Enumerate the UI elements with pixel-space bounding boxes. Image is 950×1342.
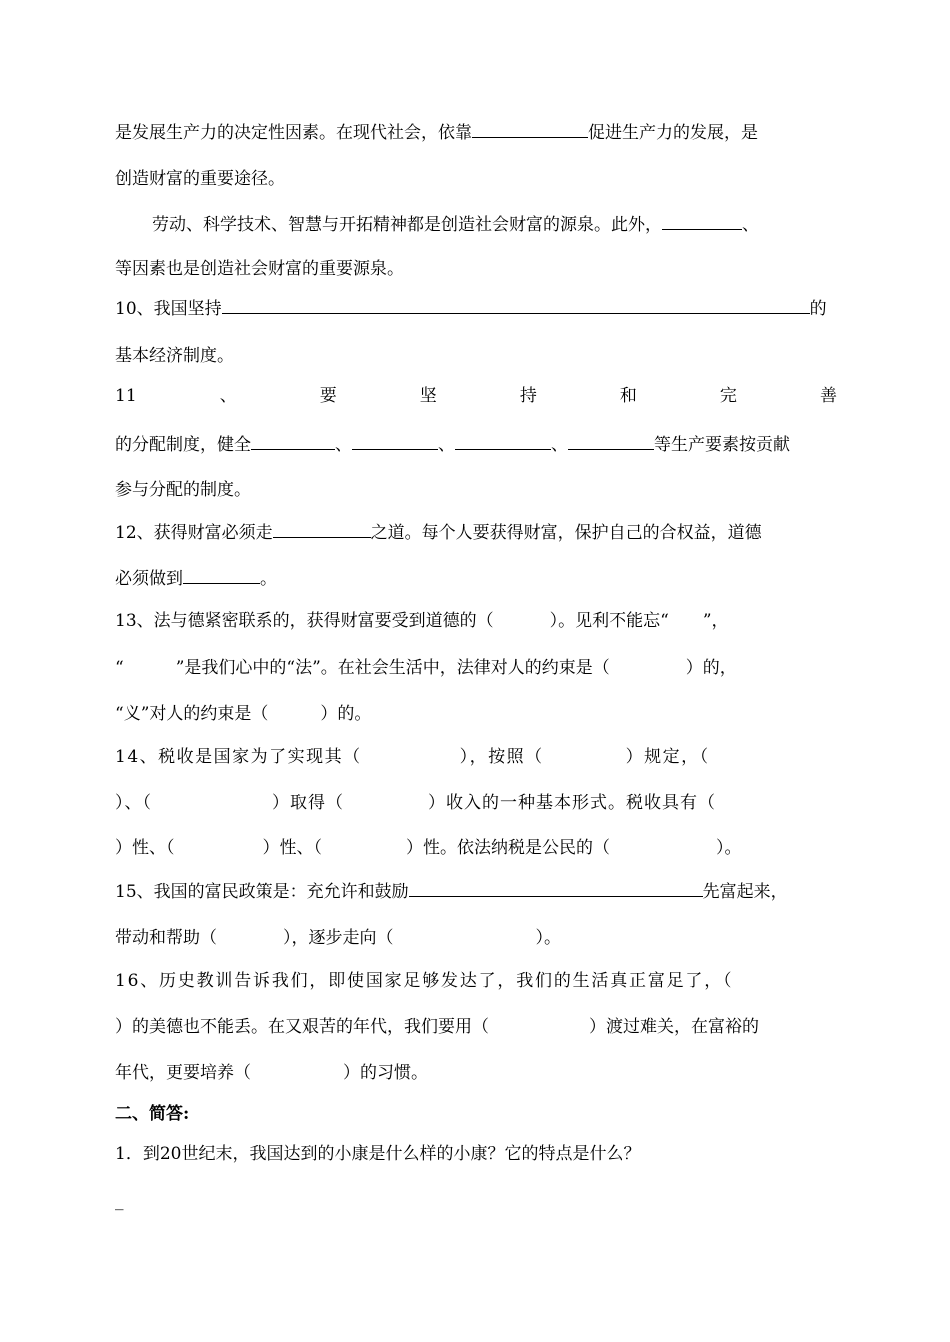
text-segment: 15、我国的富民政策是：充允许和鼓励 <box>115 882 409 902</box>
text-segment: 12、获得财富必须走 <box>115 523 273 543</box>
text-segment: 、 <box>335 435 352 455</box>
text-line <box>115 655 837 681</box>
text-segment: 持 <box>519 386 537 406</box>
text-line <box>115 1060 837 1086</box>
question-16 <box>115 968 837 994</box>
text-segment: ）。 <box>716 838 742 858</box>
text-segment: ）性、（ <box>262 838 322 858</box>
blank-underline <box>472 119 588 138</box>
text-segment: 1．到20世纪末，我国达到的小康是什么样的小康？它的特点是什么？ <box>115 1144 641 1164</box>
text-segment: ），按照（ <box>459 747 544 767</box>
text-segment: 、 <box>438 435 455 455</box>
text-line <box>115 835 837 861</box>
text-segment: 坚 <box>419 386 437 406</box>
text-segment: ）收入的一种基本形式。税收具有（ <box>428 793 716 813</box>
text-segment: 先富起来， <box>702 882 788 902</box>
section-heading <box>115 1101 837 1127</box>
text-segment: 劳动、科学技术、智慧与开拓精神都是创造社会财富的源泉。此外， <box>152 215 662 235</box>
text-segment: ）性、（ <box>115 838 175 858</box>
text-line <box>115 477 837 503</box>
text-segment: 16、历史教训告诉我们，即使国家足够发达了，我们的生活真正富足了，（ <box>115 971 734 991</box>
question-13 <box>115 608 837 634</box>
short-answer-question-1 <box>115 1141 837 1167</box>
blank-underline <box>183 565 260 584</box>
text-segment: ”， <box>702 611 729 631</box>
text-line <box>115 701 837 727</box>
text-segment: 之道。每个人要获得财富，保护自己的合权益，道德 <box>370 523 762 543</box>
text-segment: 善 <box>819 386 837 406</box>
text-line <box>115 1188 837 1214</box>
text-segment: ）的， <box>685 658 737 678</box>
question-15 <box>115 878 837 905</box>
text-segment: ）。 <box>535 928 561 948</box>
blank-underline <box>273 519 371 538</box>
text-segment: ）、（ <box>115 793 152 813</box>
text-line <box>115 343 837 369</box>
text-segment: ）的美德也不能丢。在又艰苦的年代，我们要用（ <box>115 1017 489 1037</box>
text-segment: 13、法与德紧密联系的，获得财富要受到道德的（ <box>115 611 494 631</box>
text-segment: 基本经济制度。 <box>115 346 234 366</box>
text-line <box>115 790 837 816</box>
text-segment: “义”对人的约束是（ <box>115 704 269 724</box>
text-segment: 10、我国坚持 <box>115 299 222 319</box>
text-line <box>115 565 837 592</box>
text-segment: 要 <box>319 386 337 406</box>
question-11 <box>115 383 837 409</box>
text-line <box>115 1014 837 1040</box>
text-segment: ）取得（ <box>272 793 344 813</box>
text-segment: 、 <box>219 386 237 406</box>
text-line <box>115 166 837 192</box>
text-segment: 等因素也是创造社会财富的重要源泉。 <box>115 259 404 279</box>
text-segment: 必须做到 <box>115 569 183 589</box>
text-segment: ）的习惯。 <box>343 1063 428 1083</box>
question-10 <box>115 295 837 322</box>
text-segment: “ <box>115 658 124 678</box>
question-12 <box>115 519 837 546</box>
text-segment: 等生产要素按贡献 <box>654 435 790 455</box>
text-segment: 11 <box>115 386 137 406</box>
text-segment: 14、税收是国家为了实现其（ <box>115 747 362 767</box>
text-segment: 、 <box>551 435 568 455</box>
text-segment: 、 <box>742 215 759 235</box>
text-segment: 促进生产力的发展，是 <box>588 123 758 143</box>
text-segment: 参与分配的制度。 <box>115 480 251 500</box>
blank-underline <box>455 431 551 450</box>
text-line <box>115 119 837 146</box>
blank-underline <box>222 295 810 314</box>
text-segment: ）渡过难关，在富裕的 <box>589 1017 759 1037</box>
text-segment: 。 <box>260 569 277 589</box>
text-line <box>115 256 837 282</box>
blank-underline <box>352 431 438 450</box>
text-line <box>115 925 837 951</box>
blank-underline <box>662 211 742 230</box>
text-segment: 是发展生产力的决定性因素。在现代社会，依靠 <box>115 123 472 143</box>
blank-underline <box>251 431 335 450</box>
text-segment: ）的。 <box>320 704 372 724</box>
text-segment: 的分配制度，健全 <box>115 435 251 455</box>
text-segment: ），逐步走向（ <box>283 928 394 948</box>
text-segment: 年代，更要培养（ <box>115 1063 251 1083</box>
text-segment: ）性。依法纳税是公民的（ <box>406 838 610 858</box>
text-segment: 带动和帮助（ <box>115 928 217 948</box>
blank-underline <box>568 431 654 450</box>
text-segment: 和 <box>619 386 637 406</box>
text-segment: 创造财富的重要途径。 <box>115 169 285 189</box>
question-14 <box>115 744 837 770</box>
text-segment: _ <box>115 1191 124 1211</box>
text-segment: ”是我们心中的“法”。在社会生活中，法律对人的约束是（ <box>175 658 610 678</box>
text-segment: 的 <box>809 299 827 319</box>
section-heading-text: 二、简答: <box>115 1104 190 1124</box>
text-line <box>115 431 837 458</box>
text-segment: ）。见利不能忘“ <box>549 611 669 631</box>
text-segment: ）规定，（ <box>625 747 710 767</box>
text-segment: 完 <box>719 386 737 406</box>
text-line <box>152 211 842 238</box>
blank-underline <box>409 878 703 897</box>
